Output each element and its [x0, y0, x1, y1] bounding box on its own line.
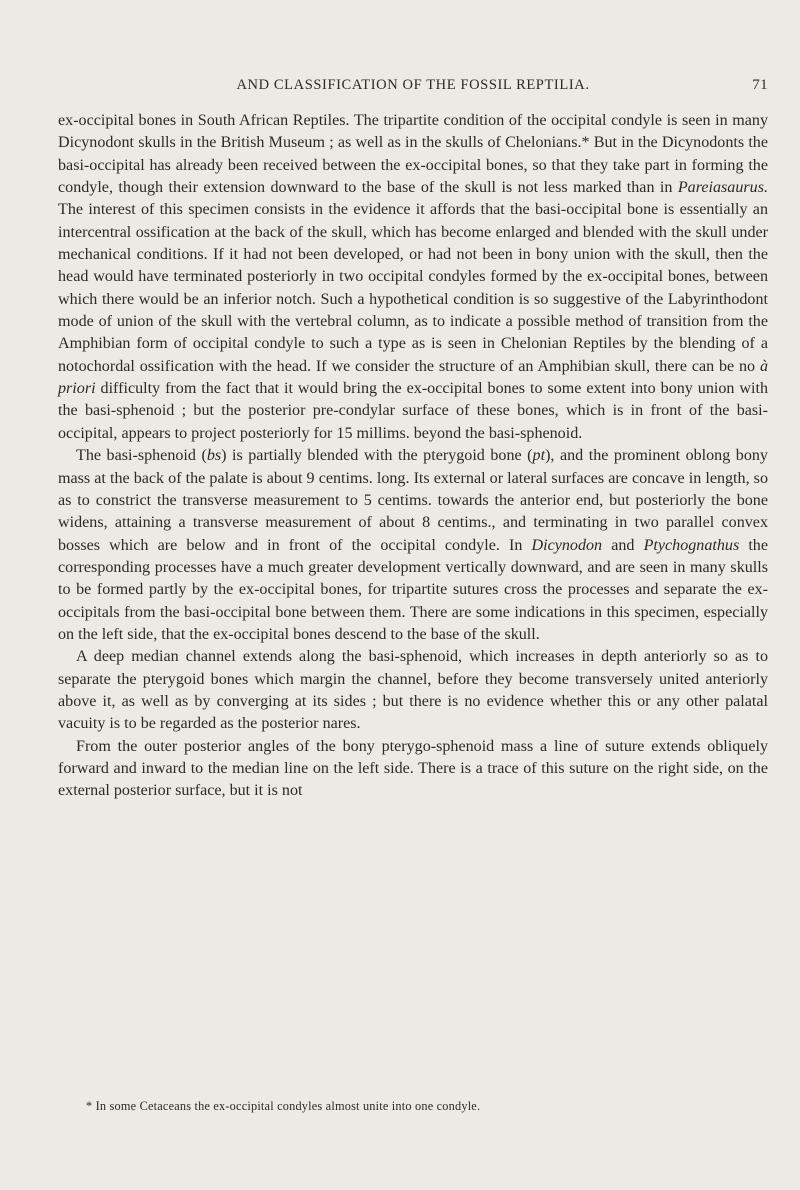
- italic-term: Dicynodon: [531, 536, 603, 554]
- text-run: ex-occipital bones in South African Reptiles. The tripartite condition of the occipital condyle is seen in many Dicynodont skulls in the British Museum ; as well as in the skulls of Chelonians.* But in the Dicynodonts the basi-occipital has already been received between the ex-occipital bones, so that they take part in forming the condyle, though their extension downward to the base of the skull is not less marked than in: [58, 112, 768, 197]
- text-run: the corresponding processes have a much greater development vertically downward, and are seen in many skulls to be formed partly by the ex-occipital bones, for tripartite sutures cross the processes and separate the ex-occipitals from the basi-occipital bone between them. There are some indications in this specimen, especially on the left side, that the ex-occipital bones descend to the base of the skull.: [58, 536, 768, 643]
- text-run: ) is partially blended with the pterygoid bone (: [221, 447, 533, 465]
- italic-term: à priori: [58, 357, 768, 398]
- running-head: AND CLASSIFICATION OF THE FOSSIL REPTILIA.: [236, 77, 590, 93]
- text-run: A deep median channel extends along the basi-sphenoid, which increases in depth anteriorly so as to separate the pterygoid bones which margin the channel, before they become transversely united anteriorly above it, as well as by converging at its sides ; but there is no evidence whether this or any other palatal vacuity is to be regarded as the posterior nares.: [58, 648, 768, 733]
- text-run: difficulty from the fact that it would bring the ex-occipital bones to some extent into bony union with the basi-sphenoid ; but the posterior pre-condylar surface of these bones, which is in front of the basi-occipital, appears to project posteriorly for 15 millims. beyond the basi-sphenoid.: [58, 380, 768, 442]
- body-paragraph: [58, 445, 768, 646]
- text-run: ), and the prominent oblong bony mass at the back of the palate is about 9 centims. long. Its external or lateral surfaces are concave in length, so as to constrict the transverse measurement to 5 centims. towards the anterior end, but posteriorly the bone widens, attaining a transverse measurement of about 8 centims., and terminating in two parallel convex bosses which are below and in front of the occipital condyle. In: [58, 447, 768, 554]
- body-paragraph: [58, 646, 768, 735]
- text-run: From the outer posterior angles of the bony pterygo-sphenoid mass a line of suture extends obliquely forward and inward to the median line on the left side. There is a trace of this suture on the right side, on the external posterior surface, but it is not: [58, 737, 768, 800]
- italic-term: bs: [206, 447, 222, 465]
- italic-term: pt: [532, 447, 546, 465]
- text-run: The basi-sphenoid (: [76, 447, 207, 465]
- page-number: 71: [752, 77, 768, 93]
- footnote: * In some Cetaceans the ex-occipital condyles almost unite into one condyle.: [86, 1099, 481, 1113]
- text-run: and: [602, 536, 644, 554]
- text-run: The interest of this specimen consists in the evidence it affords that the basi-occipital bone is essentially an intercentral ossification at the back of the skull, which has become enlarged and blended with the skull under mechanical conditions. If it had not been developed, or had not been in bony union with the skull, then the head would have terminated posteriorly in two occipital condyles formed by the ex-occipital bones, between which there would be an inferior notch. Such a hypothetical condition is so suggestive of the Labyrinthodont mode of union of the skull with the vertebral column, as to indicate a possible method of transition from the Amphibian form of occipital condyle to such a type as is seen in Chelonian Reptiles by the blending of a notochordal ossification with the head. If we consider the structure of an Amphibian skull, there can be no: [58, 201, 768, 375]
- body-text: [58, 110, 768, 803]
- page-header: [58, 77, 768, 99]
- body-paragraph: [58, 110, 768, 445]
- body-paragraph: [58, 736, 768, 803]
- italic-term: Ptychognathus: [643, 536, 740, 554]
- italic-term: Pareiasaurus.: [677, 179, 768, 197]
